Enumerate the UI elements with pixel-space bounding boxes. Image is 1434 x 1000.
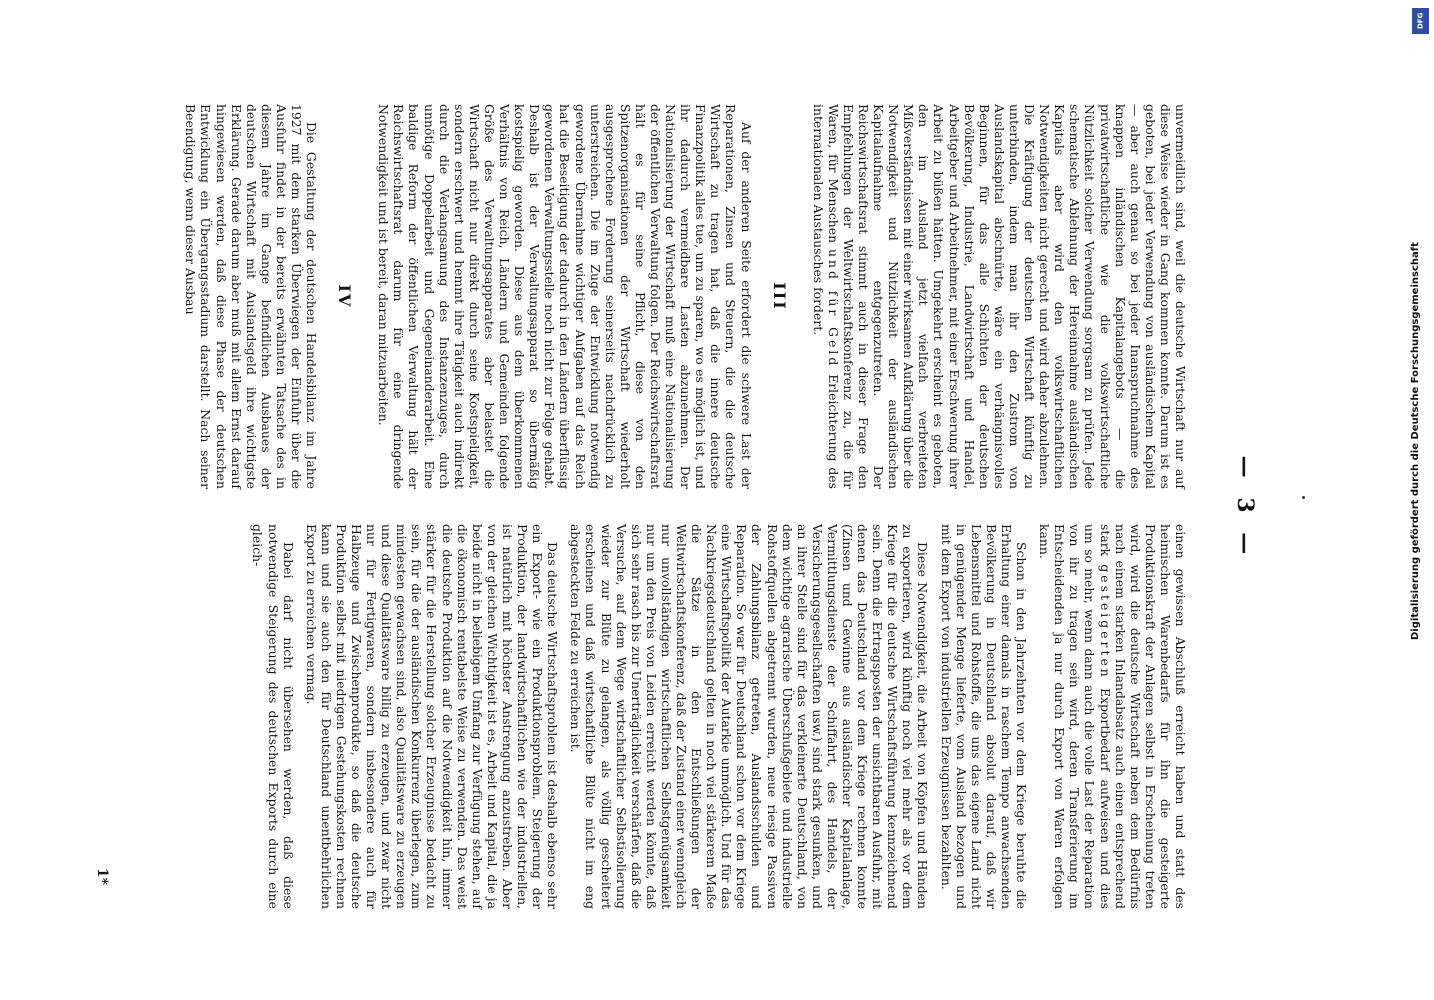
right-paragraph-3: Diese Notwendigkeit, die Arbeit von Köpfen und Händen zu exportieren, wird künftig noch viel mehr als vor dem Kriege für die deutsche Wirtschaftsführung kennzeichnend sein. Denn die Ertragsposten der unsichtbaren Ausfuhr, mit denen das Deutschland vor dem Kriege rechnen konnte (Zinsen und Gewinne aus ausländischer Kapitalanlage, Vermittlungsdienste der Schiffahrt, des Handels, der Versicherungsgesellschaften usw.) sind stark gesunken, und an ihrer Stelle sind für das verkleinerte Deutschland, von dem wichtige agrarische Überschußgebiete und industrielle Rohstoffquellen abgetrennt wurden, neue riesige Passiven der Zahlungsbilanz getreten, Auslandsschulden und Reparation. So war für Deutschland schon vor dem Kriege eine Wirtschaftspolitik der Autarkie unmöglich. Und für das Nachkriegsdeutschland gelten in noch viel stärkerem Maße die Sätze in den Entschließungen der Weltwirtschaftskonferenz, daß der Zustand einer wenngleich nur unvollständigen wirtschaftlichen Selbstgenügsamkeit nur um den Preis von Leiden erreicht werden könnte, daß sich sehr rasch bis zur Unerträglichkeit verschärfen, daß die Versuche, auf dem Wege wirtschaftlicher Selbstisolierung wieder zur Blüte zu gelangen, als völlig gescheitert erscheinen und daß wirtschaftliche Blüte nicht im eng abgesteckten Felde zu erreichen ist. <box>568 524 931 909</box>
right-paragraph-4: Das deutsche Wirtschaftsproblem ist deshalb ebenso sehr ein Export- wie ein Produktionsproblem. Steigerung der Produktion, der landwirtschaftlichen wie der industriellen, ist natürlich mit höchster Anstrengung anzustreben. Aber von der gleichen Wichtigkeit ist es, Arbeit und Kapital, die ja beide nicht in beliebigem Umfang zur Verfügung stehen, auf die ökonomisch rentabelste Weise zu verwenden. Das weist die deutsche Produktion auf die Notwendigkeit hin, immer stärker für die Herstellung solcher Erzeugnisse bedacht zu sein, für die der ausländischen Konkurrenz überlegen, zum mindesten gewachsen sind, also Qualitätsware zu erzeugen und diese Qualitätsware billig zu erzeugen, und zwar nicht nur für Fertigwaren, sondern insbesondere auch für Halbzeuge und Zwischenprodukte, so daß die deutsche Produktion selbst mit niedrigen Gestehungskosten rechnen kann und sie auch den für Deutschland unentbehrlichen Export zu erreichen vermag. <box>303 524 561 909</box>
sheet-signature: 1* <box>94 868 110 886</box>
left-paragraph-1-text: unvermeidlich sind, weil die deutsche Wirtschaft nur auf diese Weise wieder in Gang kommen konnte. Darum ist es geboten, bei jeder Verwendung von ausländischem Kapital — aber auch genau so bei jeder Inanspruchnahme des knappen inländischen Kapitalangebots — die privatwirtschaftliche wie die volkswirtschaftliche Nützlichkeit solcher Verwendung sorgsam zu prüfen. Jede schematische Ablehnung der Hereinnahme ausländischen Kapitals aber wird den volkswirtschaftlichen Notwendigkeiten nicht gerecht und wird daher abzulehnen. Die Kräftigung der deutschen Wirtschaft künftig zu unterbinden, indem man ihr den Zustrom von Auslandskapital abschnürte, wäre ein verhängnisvolles Beginnen, für das alle Schichten der deutschen Bevölkerung, Industrie, Landwirtschaft und Handel, Arbeitgeber und Arbeitnehmer, mit einer Erschwerung ihrer Arbeit zu büßen hätten. Umgekehrt erscheint es geboten, den im Ausland jetzt vielfach verbreiteten Mißverständnissen mit einer wirksamen Aufklärung über die Notwendigkeit und Nützlichkeit der ausländischen Kapitalaufnahme entgegenzutreten. Der Reichswirtschaftsrat stimmt auch in dieser Frage den Empfehlungen der Weltwirtschaftskonferenz zu, die für Waren, für Menschen <box>825 104 1188 489</box>
left-column <box>183 104 1188 489</box>
right-paragraph-1-text: einen gewissen Abschluß erreicht haben und statt des heimischen Warenbedarfs für ihn die gesteigerte Produktionskraft der Anlagen selbst in Erscheinung treten wird, wird die deutsche Wirtschaft neben dem Bedürfnis nach einem starken Inlandabsatz auch einen entsprechend stark <box>1097 524 1188 909</box>
page-number: — 3 — <box>1232 455 1258 561</box>
right-paragraph-1-spaced: gesteigerten <box>1097 564 1113 680</box>
digitization-sidebar <box>1398 0 1434 1000</box>
left-paragraph-1-end: Erleichterung des internationalen Austausches fordert. <box>810 104 841 489</box>
dfg-logo-icon: DFG <box>1412 8 1429 34</box>
left-paragraph-3: Die Gestaltung der deutschen Handelsbilanz im Jahre 1927 mit dem starken Überwiegen der Einfuhr über die Ausfuhr findet in der bereits erwähnten Tatsache des in diesem Jahre im Gange befindlichen Ausbaues der deutschen Wirtschaft mit Auslandsgeld ihre wichtigste Erklärung. Gerade darum aber muß mit allem Ernst darauf hingewiesen werden, daß diese Phase der deutschen Entwicklung ein Übergangsstadium darstellt. Nach seiner Beendigung, wenn dieser Ausbau <box>183 104 320 489</box>
right-paragraph-1-end: Exportbedarf aufweisen und dies um so mehr, wenn dann auch die volle Last der Reparation von ihr zu tragen sein wird, deren Transferierung im Entscheidenden ja nur durch Export von Waren erfolgen kann. <box>1037 524 1113 909</box>
left-paragraph-1-spaced: und für Geld <box>825 249 841 369</box>
right-column <box>250 524 1188 909</box>
scan-speck <box>1302 496 1305 499</box>
right-paragraph-5: Dabei darf nicht übersehen werden, daß diese notwendige Steigerung des deutschen Exports durch eine gleich- <box>250 524 296 909</box>
scanned-page <box>80 88 1280 928</box>
digitization-credit: Digitalisierung gefördert durch die Deutsche Forschungsgemeinschaft <box>1410 242 1421 640</box>
left-paragraph-2: Auf der anderen Seite erfordert die schwere Last der Reparationen, Zinsen und Steuern, die die deutsche Wirtschaft zu tragen hat, daß die innere deutsche Finanzpolitik alles tue, um zu sparen, wo es möglich ist, und ihr dadurch vermeidbare Lasten abzunehmen. Der Nationalisierung der Wirtschaft muß eine Nationalisierung der öffentlichen Verwaltung folgen. Der Reichswirtschaftsrat hält es für seine Pflicht, diese von den Spitzenorganisationen der Wirtschaft wiederholt ausgesprochene Forderung seinerseits nachdrücklich zu unterstreichen. Die im Zuge der Entwicklung notwendig gewordene Übernahme wichtiger Aufgaben auf das Reich hat die Beseitigung der dadurch in den Ländern überflüssig gewordenen Verwaltungsstelle noch nicht zur Folge gehabt. Deshalb ist der Verwaltungsapparat so übermäßig kostspielig geworden. Diese aus dem überkommenen Verhältnis von Reich, Ländern und Gemeinden folgende Größe des Verwaltungsapparates aber belastet die Wirtschaft nicht nur direkt durch seine Kostspieligkeit, sondern erschwert und hemmt ihre Tätigkeit auch indirekt durch die Verlangsamung des Instanzenzuges, durch unnötige Doppelarbeit und Gegeneinanderarbeit. Eine baldige Reform der öffentlichen Verwaltung hält der Reichswirtschaftsrat darum für eine dringende Notwendigkeit und ist bereit, daran mitzuarbeiten. <box>376 104 754 489</box>
right-paragraph-2: Schon in den Jahrzehnten vor dem Kriege beruhte die Erhaltung einer damals in raschem Tempo anwachsenden Bevölkerung in Deutschland absolut darauf, daß wir Lebensmittel und Rohstoffe, die uns das eigene Land nicht in genügender Menge lieferte, vom Ausland bezogen und mit dem Export von industriellen Erzeugnissen bezahlten. <box>938 524 1030 909</box>
section-heading-iv: IV <box>335 284 355 309</box>
section-heading-iii: III <box>769 282 789 311</box>
right-paragraph-1 <box>1037 524 1188 909</box>
left-paragraph-1 <box>811 104 1188 489</box>
